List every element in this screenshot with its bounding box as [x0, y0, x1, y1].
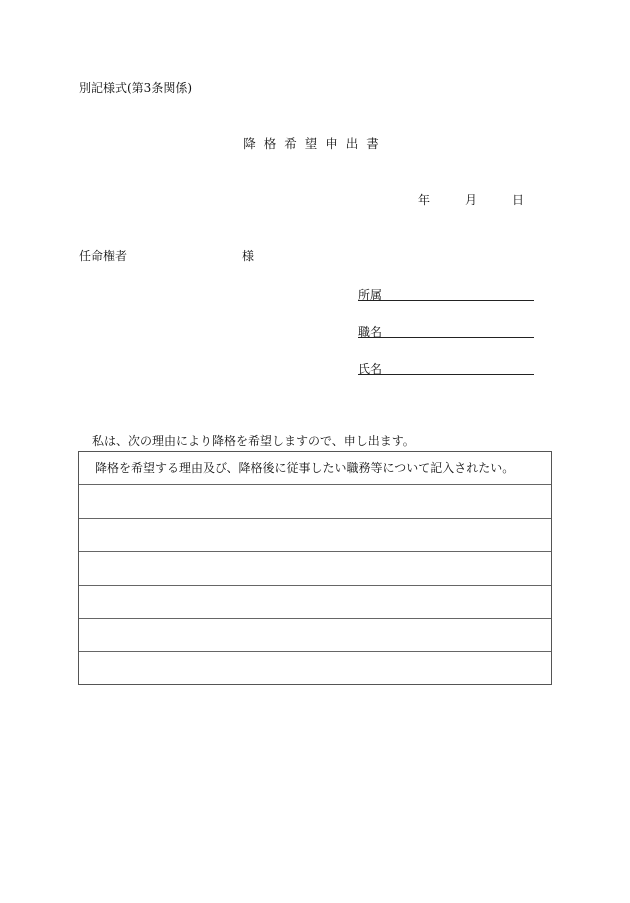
addressee-honorific: 様 [242, 249, 255, 263]
document-title: 降格希望申出書 [243, 136, 387, 151]
date-day-label: 日 [512, 193, 525, 207]
statement-text: 私は、次の理由により降格を希望しますので、申し出ます。 [92, 434, 415, 448]
reason-line[interactable] [79, 519, 551, 552]
reason-line[interactable] [79, 586, 551, 619]
reason-line[interactable] [79, 619, 551, 652]
reason-line[interactable] [79, 485, 551, 518]
reason-box [78, 451, 552, 685]
name-label: 氏名 [358, 362, 383, 376]
form-reference: 別記様式(第3条関係) [79, 81, 192, 95]
affiliation-label: 所属 [358, 288, 383, 302]
date-month-label: 月 [465, 193, 478, 207]
reason-line[interactable] [79, 652, 551, 685]
reason-line[interactable] [79, 552, 551, 585]
position-field[interactable] [358, 321, 534, 338]
affiliation-field[interactable] [358, 284, 534, 301]
name-field[interactable] [358, 358, 534, 375]
addressee-label: 任命権者 [79, 249, 128, 263]
reason-instruction: 降格を希望する理由及び、降格後に従事したい職務等について記入されたい。 [95, 461, 515, 475]
position-label: 職名 [358, 325, 383, 339]
reason-row-instruction [79, 452, 551, 485]
date-year-label: 年 [418, 193, 431, 207]
